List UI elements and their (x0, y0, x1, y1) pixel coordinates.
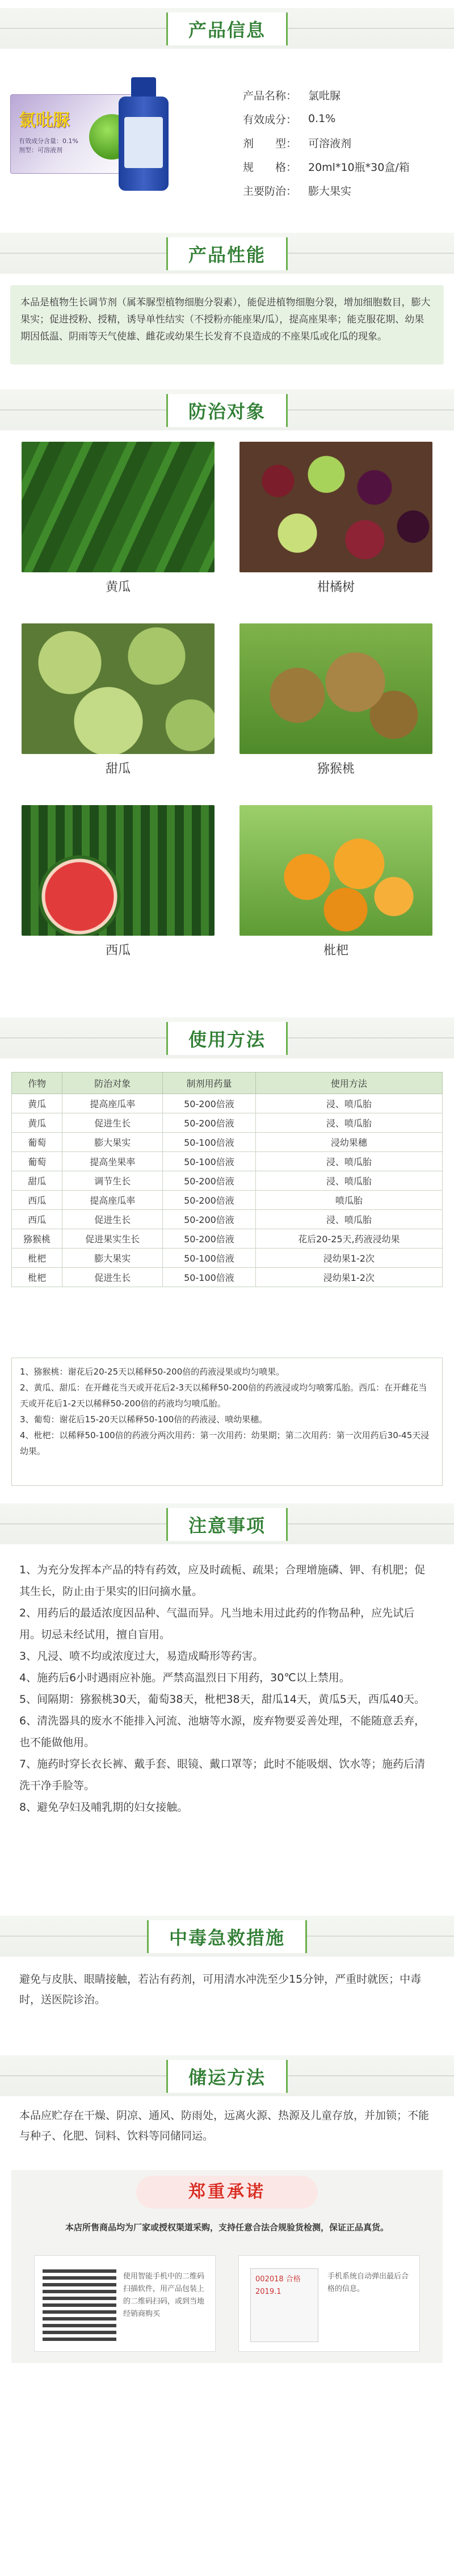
certificate-tag-icon: 002018 合格 2019.1 (250, 2268, 318, 2342)
table-row (12, 1133, 443, 1152)
table-row (12, 1191, 443, 1210)
crop-label: 柑橘树 (317, 580, 355, 594)
table-cell: 50-100倍液 (163, 1249, 256, 1268)
kiwi-image (239, 623, 432, 754)
crop-card (22, 623, 215, 785)
list-item: 1、为充分发挥本产品的特有药效，应及时疏栀、疏果；合理增施磷、钾、有机肥；促其生长，防止由于果实的旧问摘水量。 (19, 1564, 426, 1598)
crop-label: 西瓜 (105, 944, 131, 958)
list-item: 5、间隔期：猕猴桃30天，葡萄38天，枇杷38天，甜瓜14天，黄瓜5天，西瓜40天。 (19, 1693, 426, 1706)
table-row (12, 1113, 443, 1133)
table-row (12, 1229, 443, 1249)
section-title: 产品性能 (166, 237, 288, 270)
spec-row: 主要防治： 膨大果实 (243, 185, 352, 198)
table-cell: 促进生长 (62, 1113, 163, 1133)
section-header-performance (0, 225, 454, 279)
table-cell: 50-200倍液 (163, 1171, 256, 1191)
table-cell: 50-200倍液 (163, 1094, 256, 1113)
table-cell: 膨大果实 (62, 1249, 163, 1268)
section-title: 储运方法 (166, 2060, 288, 2093)
spec-row: 有效成分： 0.1% (243, 112, 336, 126)
section-header-usage (0, 1010, 454, 1064)
package-detail: 剂型：可溶液剂 (19, 146, 62, 154)
melon-image (22, 623, 215, 754)
promise-title: 郑重承诺 (136, 2176, 318, 2209)
usage-note: 3、葡萄：谢花后15-20天以稀释50-100倍的药液浸、喷幼果穗。 (20, 1414, 268, 1425)
list-item: 7、施药时穿长衣长裤、戴手套、眼镜、戴口罩等；此时不能吸烟、饮水等；施药后清洗干净手脸等。 (19, 1758, 426, 1792)
crop-card (239, 623, 432, 785)
column-header: 使用方法 (255, 1073, 442, 1094)
table-row (12, 1152, 443, 1171)
table-header-row (12, 1073, 443, 1094)
crop-label: 黄瓜 (105, 580, 131, 594)
qr-card (34, 2255, 216, 2352)
storage (0, 2102, 454, 2170)
table-cell: 50-100倍液 (163, 1268, 256, 1287)
section-header-emergency (0, 1908, 454, 1962)
table-cell: 葡萄 (12, 1152, 62, 1171)
column-header: 作物 (12, 1073, 62, 1094)
table-cell: 提高座瓜率 (62, 1094, 163, 1113)
section-title: 中毒急救措施 (147, 1920, 307, 1953)
table-cell: 50-100倍液 (163, 1133, 256, 1152)
crop-card (239, 442, 432, 603)
crop-label: 枇杷 (323, 944, 348, 958)
usage-note: 2、黄瓜、甜瓜：在开雌花当天或开花后2-3天以稀释50-200倍的药液浸或均匀喷雾瓜胎。西瓜：在开雌花当天或开花后1-2天以稀释50-200倍的药液均匀喷瓜胎。 (20, 1383, 427, 1409)
table-cell: 50-100倍液 (163, 1152, 256, 1171)
table-body (12, 1094, 443, 1287)
storage-text: 本品应贮存在干燥、阴凉、通风、防雨处，远离火源、热源及儿童存放，并加锁；不能与种子、化肥、饲料、饮料等同储同运。 (19, 2109, 430, 2142)
section-title: 注意事项 (166, 1508, 288, 1541)
usage-table (11, 1072, 443, 1287)
table-cell: 浸幼果1-2次 (255, 1268, 442, 1287)
product-info (0, 55, 454, 225)
precautions (0, 1550, 454, 1908)
table-cell: 黄瓜 (12, 1094, 62, 1113)
performance-text: 本品是植物生长调节剂（属苯脲型植物细胞分裂素），能促进植物细胞分裂，增加细胞数目，膨大果实；促进授粉、授精，诱导单性结实（不授粉亦能座果/瓜），提高座果率；能克服花期、幼果期因低温、阴雨等天气使雄、雌花或幼果生长发育不良造成的不座果瓜或化瓜的现象。 (10, 285, 444, 365)
table-cell: 膨大果实 (62, 1133, 163, 1152)
usage-notes (11, 1358, 443, 1486)
table-cell: 提高坐果率 (62, 1152, 163, 1171)
list-item: 2、用药后的最适浓度因品种、气温而异。凡当地未用过此药的作物品种，应先试后用。切忌未经试用，擅自盲用。 (19, 1607, 415, 1641)
column-header: 防治对象 (62, 1073, 163, 1094)
table-row (12, 1268, 443, 1287)
target-crops (0, 436, 454, 1010)
certificate-card (238, 2255, 420, 2352)
package-detail: 有效成分含量：0.1% (19, 137, 78, 145)
table-cell: 调节生长 (62, 1171, 163, 1191)
watermelon-image (22, 805, 215, 936)
table-cell: 枇杷 (12, 1249, 62, 1268)
product-image (10, 77, 180, 196)
table-cell: 西瓜 (12, 1191, 62, 1210)
usage (0, 1064, 454, 1496)
table-row (12, 1094, 443, 1113)
table-cell: 浸幼果1-2次 (255, 1249, 442, 1268)
spec-row: 产品名称： 氯吡脲 (243, 89, 341, 102)
spec-row: 剂 型： 可溶液剂 (243, 137, 352, 150)
package-brand: 氯吡脲 (19, 111, 70, 131)
crop-label: 猕猴桃 (317, 762, 355, 776)
table-cell: 50-200倍液 (163, 1210, 256, 1229)
table-cell: 浸、喷瓜胎 (255, 1210, 442, 1229)
table-cell: 浸幼果穗 (255, 1133, 442, 1152)
crop-card (22, 442, 215, 603)
table-cell: 促进生长 (62, 1210, 163, 1229)
section-header-targets (0, 382, 454, 436)
table-row (12, 1210, 443, 1229)
table-cell: 甜瓜 (12, 1171, 62, 1191)
list-item: 4、施药后6小时遇雨应补施。严禁高温烈日下用药，30℃以上禁用。 (19, 1672, 350, 1684)
usage-note: 4、枇杷：以稀释50-100倍的药液分两次用药：第一次用药：幼果期；第二次用药：第一次用药后30-45天浸幼果。 (20, 1430, 430, 1456)
list-item: 3、凡浸、喷不均或浓度过大，易造成畸形等药害。 (19, 1650, 264, 1662)
table-cell: 50-200倍液 (163, 1229, 256, 1249)
qr-code-icon (43, 2267, 116, 2341)
table-cell: 花后20-25天,药液浸幼果 (255, 1229, 442, 1249)
grapes-image (239, 442, 432, 572)
crop-label: 甜瓜 (105, 762, 131, 776)
promise-description: 本店所售商品均为厂家或授权渠道采购，支持任意合法合规验货检测，保证正品真货。 (65, 2222, 389, 2232)
table-cell: 50-200倍液 (163, 1191, 256, 1210)
table-cell: 50-200倍液 (163, 1113, 256, 1133)
product-specs (243, 83, 447, 202)
table-cell: 猕猴桃 (12, 1229, 62, 1249)
table-cell: 浸、喷瓜胎 (255, 1152, 442, 1171)
table-cell: 葡萄 (12, 1133, 62, 1152)
performance (0, 279, 454, 382)
section-header-precautions (0, 1496, 454, 1550)
table-cell: 促进果实生长 (62, 1229, 163, 1249)
section-title: 产品信息 (166, 12, 288, 45)
crop-card (22, 805, 215, 966)
table-cell: 浸、喷瓜胎 (255, 1171, 442, 1191)
table-cell: 浸、喷瓜胎 (255, 1113, 442, 1133)
promise (0, 2170, 454, 2374)
table-cell: 浸、喷瓜胎 (255, 1094, 442, 1113)
precaution-list (19, 1559, 435, 1818)
table-cell: 枇杷 (12, 1268, 62, 1287)
table-cell: 喷瓜胎 (255, 1191, 442, 1210)
table-row (12, 1249, 443, 1268)
column-header: 制剂用药量 (163, 1073, 256, 1094)
list-item: 6、清洗器具的废水不能排入河流、池塘等水源，废弃物要妥善处理，不能随意丢弃，也不能做他用。 (19, 1715, 426, 1749)
spec-row: 规 格： 20ml*10瓶*30盒/箱 (243, 161, 410, 174)
qr-instructions: 使用智能手机中的二维码扫描软件，用产品包装上的二维码扫码，或到当地经销商购买 (123, 2272, 205, 2318)
table-cell: 提高座瓜率 (62, 1191, 163, 1210)
section-title: 使用方法 (166, 1022, 288, 1055)
emergency-text: 避免与皮肤、眼睛接触，若沾有药剂，可用清水冲洗至少15分钟，严重时就医；中毒时，送医院诊治。 (19, 1973, 422, 2006)
certificate-text: 手机系统自动弹出最后合格的信息。 (327, 2272, 409, 2293)
section-header-storage (0, 2047, 454, 2102)
section-title: 防治对象 (166, 394, 288, 427)
bottle (115, 77, 172, 191)
list-item: 8、避免孕妇及哺乳期的妇女接触。 (19, 1801, 188, 1813)
table-cell: 西瓜 (12, 1210, 62, 1229)
table-cell: 黄瓜 (12, 1113, 62, 1133)
crop-card (239, 805, 432, 966)
usage-note: 1、猕猴桃：谢花后20-25天以稀释50-200倍的药液浸果或均匀喷果。 (20, 1367, 285, 1377)
table-cell: 促进生长 (62, 1268, 163, 1287)
loquat-image (239, 805, 432, 936)
emergency (0, 1962, 454, 2047)
table-row (12, 1171, 443, 1191)
cucumber-image (22, 442, 215, 572)
section-header-product-info (0, 0, 454, 55)
